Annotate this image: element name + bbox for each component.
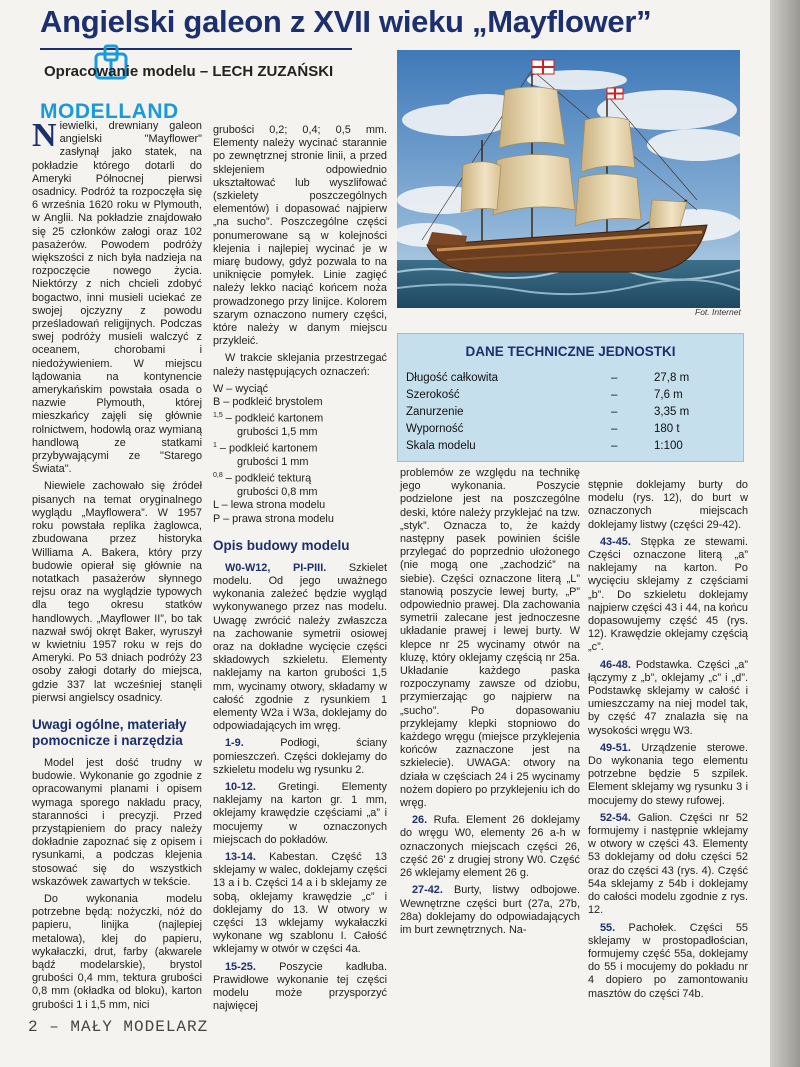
build-step-7-cont: stępnie doklejamy burty do modelu (rys. 12), do burt w oznaczonych miejscach doklejamy listwy (części 29-42). bbox=[588, 479, 748, 531]
legend-k1: $^1$ – podkleić kartonem bbox=[213, 442, 318, 455]
general-paragraph-1: Model jest dość trudny w budowie. Wykonanie go zgodnie z opracowanymi planami i opisem wymaga sporego nakładu pracy, staranności i precyzji. Przed przystąpieniem do pracy należy dokładnie zapoznać się z opisem i rysunkami, a podczas klejenia stosować się do wszystkich wskazówek zawartych w tekście. bbox=[32, 756, 202, 888]
general-paragraph-3: grubości 0,2; 0,4; 0,5 mm. Elementy należy wycinać starannie po zewnętrznej stronie linii, a przed sklejeniem odpowiednio ukształtować lub wyszlifować (szkielety poszczególnych elementów) i dopasować najpierw „na sucho”. Poszczególne części ponumerowane są w kolejności klejenia i najlepiej wycinać je w miarę budowy, gdyż pozwala to na uniknięcie pomyłek. Linie zagięć należy lekko naciąć końcem noża prowadzonego przy linijce. Kolorem szarym oznaczono numery części, które należy w danym miejscu przykleić. bbox=[213, 124, 387, 348]
article-subtitle: Opracowanie modelu – LECH ZUZAŃSKI bbox=[44, 63, 334, 80]
photo-credit: Fot. Internet bbox=[695, 307, 741, 317]
tech-row-length: Długość całkowita – 27,8 m bbox=[406, 372, 690, 384]
text-column-1 bbox=[32, 117, 202, 1016]
build-step-2: 1-9. Podłogi, ściany pomieszczeń. Części doklejamy do szkieletu modelu wg rysunku 2. bbox=[213, 737, 387, 776]
tech-row-width: Szerokość – 7,6 m bbox=[406, 389, 683, 401]
general-paragraph-4: W trakcie sklejania przestrzegać należy następujących oznaczeń: bbox=[213, 352, 387, 378]
tech-row-scale: Skala modelu – 1:100 bbox=[406, 440, 683, 452]
drop-cap: N bbox=[32, 117, 57, 154]
build-step-4: 13-14. Kabestan. Część 13 sklejamy w walec, doklejamy części 13 a i b. Części 14 a i b sklejamy ze sobą, oklejamy krawędzie „c” i doklejamy do 13. W otwory w części 13 wklejamy wykałaczki wykonane wg szablonu I. Całość wklejamy w otwór w części 4a. bbox=[213, 851, 387, 956]
ship-painting bbox=[397, 50, 740, 308]
text-column-2 bbox=[213, 124, 387, 1017]
page-gutter bbox=[770, 0, 800, 1067]
legend-w: W – wyciąć bbox=[213, 382, 269, 395]
build-step-10: 49-51. Urządzenie sterowe. Do wykonania tego elementu potrzebne będzie 5 szpilek. Element sklejamy wg rysunku 3 i mocujemy do stewy rufowej. bbox=[588, 741, 748, 807]
build-step-6: 26. Rufa. Element 26 doklejamy do wręgu W0, elementy 26 a-h w oznaczonych miejscach części 26, część 26' z drugiej strony W0. Część 26 wklejamy element 26 g. bbox=[400, 814, 580, 880]
legend-p: P – prawa strona modelu bbox=[213, 512, 334, 525]
build-step-8: 43-45. Stępka ze stewami. Części oznaczone literą „a” naklejamy na karton. Po wycięciu sklejamy z częściami „b”. Do szkieletu doklejamy najpierw części 43 i 44, na końcu dopasowujemy część 45 (rys. 12). Krawędzie oklejamy częścią „c”. bbox=[588, 535, 748, 654]
build-step-5: 15-25. Poszycie kadłuba. Prawidłowe wykonanie tej części modelu może przysporzyć najwięcej bbox=[213, 960, 387, 1013]
build-step-12: 55. Pachołek. Części 55 sklejamy w prostopadłościan, formujemy część 55a, doklejamy do 55 i mocujemy do pokładu nr 4 dopiero po zamontowaniu masztów do części 74b. bbox=[588, 921, 748, 1000]
text-column-3 bbox=[400, 467, 580, 941]
article-title: Angielski galeon z XVII wieku „Mayflower” bbox=[40, 4, 652, 39]
intro-paragraph-2: Niewiele zachowało się źródeł pisanych na temat oryginalnego wyglądu „Mayflowera”. W 1957 roku powstała replika żaglowca, zbudowana przez historyka Williama A. Bakera, który przy budowie opierał się głównie na notatkach pasażerów słynnego rejsu oraz na wyglądzie typowych dla tego okresu statków handlowych. „Mayflower II”, bo tak nazwał swój okręt Baker, wyruszył w kwietniu 1957 roku w rejs do Ameryki. Po 53 dniach podróży 23 osoby załogi dotarły do miejsca, gdzie 337 lat wcześniej stanęli pierwsi angielscy osadnicy. bbox=[32, 480, 202, 704]
build-step-7: 27-42. Burty, listwy odbojowe. Wewnętrzne części burt (27a, 27b, 28a) doklejamy do odpowiadających im burt zewnętrznych. Na- bbox=[400, 884, 580, 936]
section-heading-general: Uwagi ogólne, materiały pomocnicze i narzędzia bbox=[32, 716, 187, 748]
build-step-1: W0-W12, PI-PIII. Szkielet modelu. Od jego uważnego wykonania zależeć będzie wygląd wykonywanego przez nas modelu. Uwagę zwrócić należy zwłaszcza na zachowanie symetrii osiowej oraz na dokładne wycięcie części składowych szkieletu. Elementy naklejamy na karton grubości 1,5 mm, wycinamy otwory, składamy w całość zgodnie z rysunkiem 1 elementy W2a i W3a, doklejamy do odpowiadających im wręg. bbox=[213, 561, 387, 733]
title-rule bbox=[40, 48, 352, 50]
legend-k1-detail: grubości 1 mm bbox=[237, 456, 309, 469]
general-paragraph-2: Do wykonania modelu potrzebne będą: nożyczki, nóż do papieru, linijka (najlepiej metalowa), klej do papieru, wykałaczki, drut, farby (akwarele bądź modelarskie), brystol grubości 0,4 mm, tektura grubości 0,8 mm (okładka od bloku), karton grubości 1 i 1,5 mm, nici bbox=[32, 892, 202, 1011]
tech-row-draught: Zanurzenie – 3,35 m bbox=[406, 406, 690, 418]
modelland-logo-text: MODELLAND bbox=[40, 100, 179, 123]
build-step-3: 10-12. Gretingi. Elementy naklejamy na karton gr. 1 mm, oklejamy krawędzie częściami „a” i mocujemy w oznaczonych miejscach do pokładów. bbox=[213, 781, 387, 846]
build-step-9: 46-48. Podstawka. Części „a” łączymy z „b”, oklejamy „c” i „d”. Podstawkę sklejamy w całość i umieszczamy na niej model tak, by część 47 znalazła się na wysokości wręgu W3. bbox=[588, 658, 748, 737]
build-step-11: 52-54. Galion. Części nr 52 formujemy i następnie wklejamy w otwory w części 43. Elementy 53 doklejamy od dołu części 52 oraz do części 43 (rys. 4). Część 54a sklejamy z 54b i doklejamy do całości modelu zgodnie z rys. 12. bbox=[588, 811, 748, 917]
marking-legend bbox=[213, 383, 387, 526]
legend-t08-detail: grubości 0,8 mm bbox=[237, 486, 318, 499]
legend-k15-detail: grubości 1,5 mm bbox=[237, 426, 318, 439]
tech-row-displacement: Wyporność – 180 t bbox=[406, 423, 680, 435]
legend-t08: $^{0,8}$ – podkleić tekturą bbox=[213, 472, 312, 485]
technical-data-box bbox=[397, 333, 744, 462]
build-step-5-cont: problemów ze względu na technikę jego wykonania. Poszycie podzielone jest na poszczególne deski, które należy przyklejać na tzw. „styk”. Oznacza to, że każdy następny pasek powinien ściśle przylegać do poprzednio ułożonego (nie mogą one „zachodzić” na siebie). Części oznaczone literą „L” stanowią poszycie lewej burty, „P” odpowiednio prawej. Dla zachowania symetrii zalecane jest jednoczesne układanie prawej i lewej burty. W klepce nr 25 wycinamy otwór na kluzę, który oklejamy częścią nr 25a. Układanie każdego paska rozpoczynamy zawsze od dziobu, przymierzając go najpierw na „sucho”. Po dopasowaniu przyklejamy klepki stopniowo do każdego wręgu (miejsce przyklejenia końców zaznaczone jest na szkielecie). UWAGA: otwory na działa w częściach 24 i 25 wycinamy nożem dopiero po przyklejeniu ich do wręg. bbox=[400, 467, 580, 810]
page-footer: 2 – MAŁY MODELARZ bbox=[28, 1018, 209, 1036]
legend-k15: $^{1,5}$ – podkleić kartonem bbox=[213, 412, 324, 425]
technical-data-title: DANE TECHNICZNE JEDNOSTKI bbox=[465, 344, 676, 359]
section-heading-build: Opis budowy modelu bbox=[213, 537, 350, 553]
text-column-4 bbox=[588, 479, 748, 1005]
legend-b: B – podkleić brystolem bbox=[213, 396, 323, 409]
legend-l: L – lewa strona modelu bbox=[213, 499, 326, 512]
intro-paragraph-1: Niewielki, drewniany galeon angielski "Mayflower" zasłynął jako statek, na pokładzie którego dotarli do Ameryki Północnej pierwsi osadnicy. Podróż ta rozpoczęła się 6 września 1620 roku w Plymouth, w Anglii. Na pokładzie znajdowało się 25 członków załogi oraz 102 pasażerów. Powodem podróży większości z nich była nadzieja na rozpoczęcie nowego życia. Niektórzy z nich chcieli zdobyć bogactwo, inni musieli uciekać ze swojej ojczyzny z powodu prześladowań religijnych. Podczas swej podróży musieli walczyć z oceanem, chorobami i niedożywieniem. W miejscu lądowania na kontynencie amerykańskim powstała osada o nazwie Plymouth, której mieszkańcy zajęli się głównie rolnictwem, hodowlą oraz wymianą handlową ze statkami przybywającymi ze "Starego Świata". bbox=[32, 117, 202, 476]
